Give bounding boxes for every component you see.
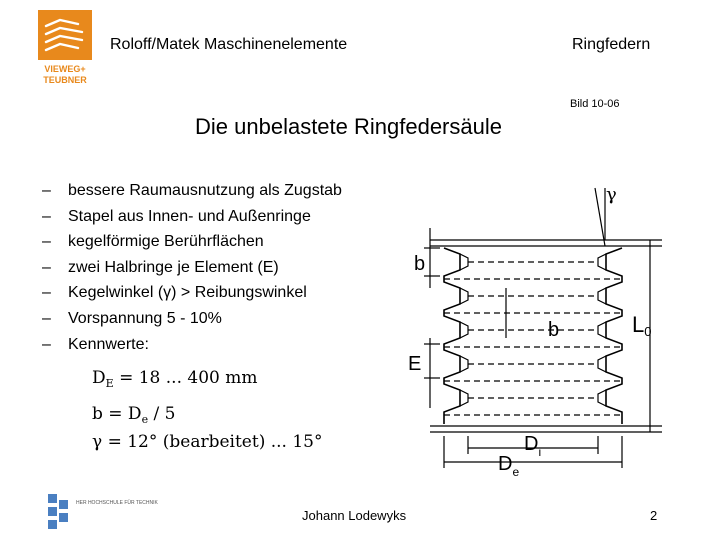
bullet-list [42,178,342,357]
vieweg-teubner-logo [38,10,92,86]
bullet-item: – kegelförmige Berührflächen [42,233,264,251]
formula-diameter: $D_E = 18$ ... 400 mm [92,368,258,390]
page-number: 2 [650,508,658,523]
l0-label: L0 [632,312,652,339]
b-label-left: b [414,253,426,275]
svg-text:TEUBNER: TEUBNER [43,75,87,85]
ring-spring-drawing [400,178,672,480]
bullet-item: – Vorspannung 5 - 10% [42,309,222,327]
di-label: $D_i$ [524,433,542,459]
school-logo [48,494,188,530]
bullet-item: – zwei Halbringe je Element (E) [42,258,279,276]
slide-title: Die unbelastete Ringfedersäule [195,114,502,139]
de-label: $D_e$ [498,453,520,479]
bullet-item: – Kennwerte: [42,335,149,353]
chapter-title: Ringfedern [572,36,651,53]
author-name: Johann Lodewyks [302,508,407,523]
bullet-item: – Stapel aus Innen- und Außenringe [42,207,311,225]
bullet-item: – bessere Raumausnutzung als Zugstab [42,182,342,199]
figure-label: Bild 10-06 [570,98,620,110]
e-label: E [408,353,422,375]
school-name: HER HOCHSCHULE FÜR TECHNIK [76,500,158,506]
svg-text:VIEWEG+: VIEWEG+ [44,64,86,74]
bullet-item: – Kegelwinkel (γ) > Reibungswinkel [42,284,307,302]
book-title: Roloff/Matek Maschinenelemente [110,36,348,53]
b-label-mid: b [548,319,560,341]
formula-angle: γ = 12° (bearbeitet) ... 15° [92,432,323,452]
gamma-label: γ [606,184,617,205]
formula-width: $b = D_e / 5$ [92,404,176,426]
